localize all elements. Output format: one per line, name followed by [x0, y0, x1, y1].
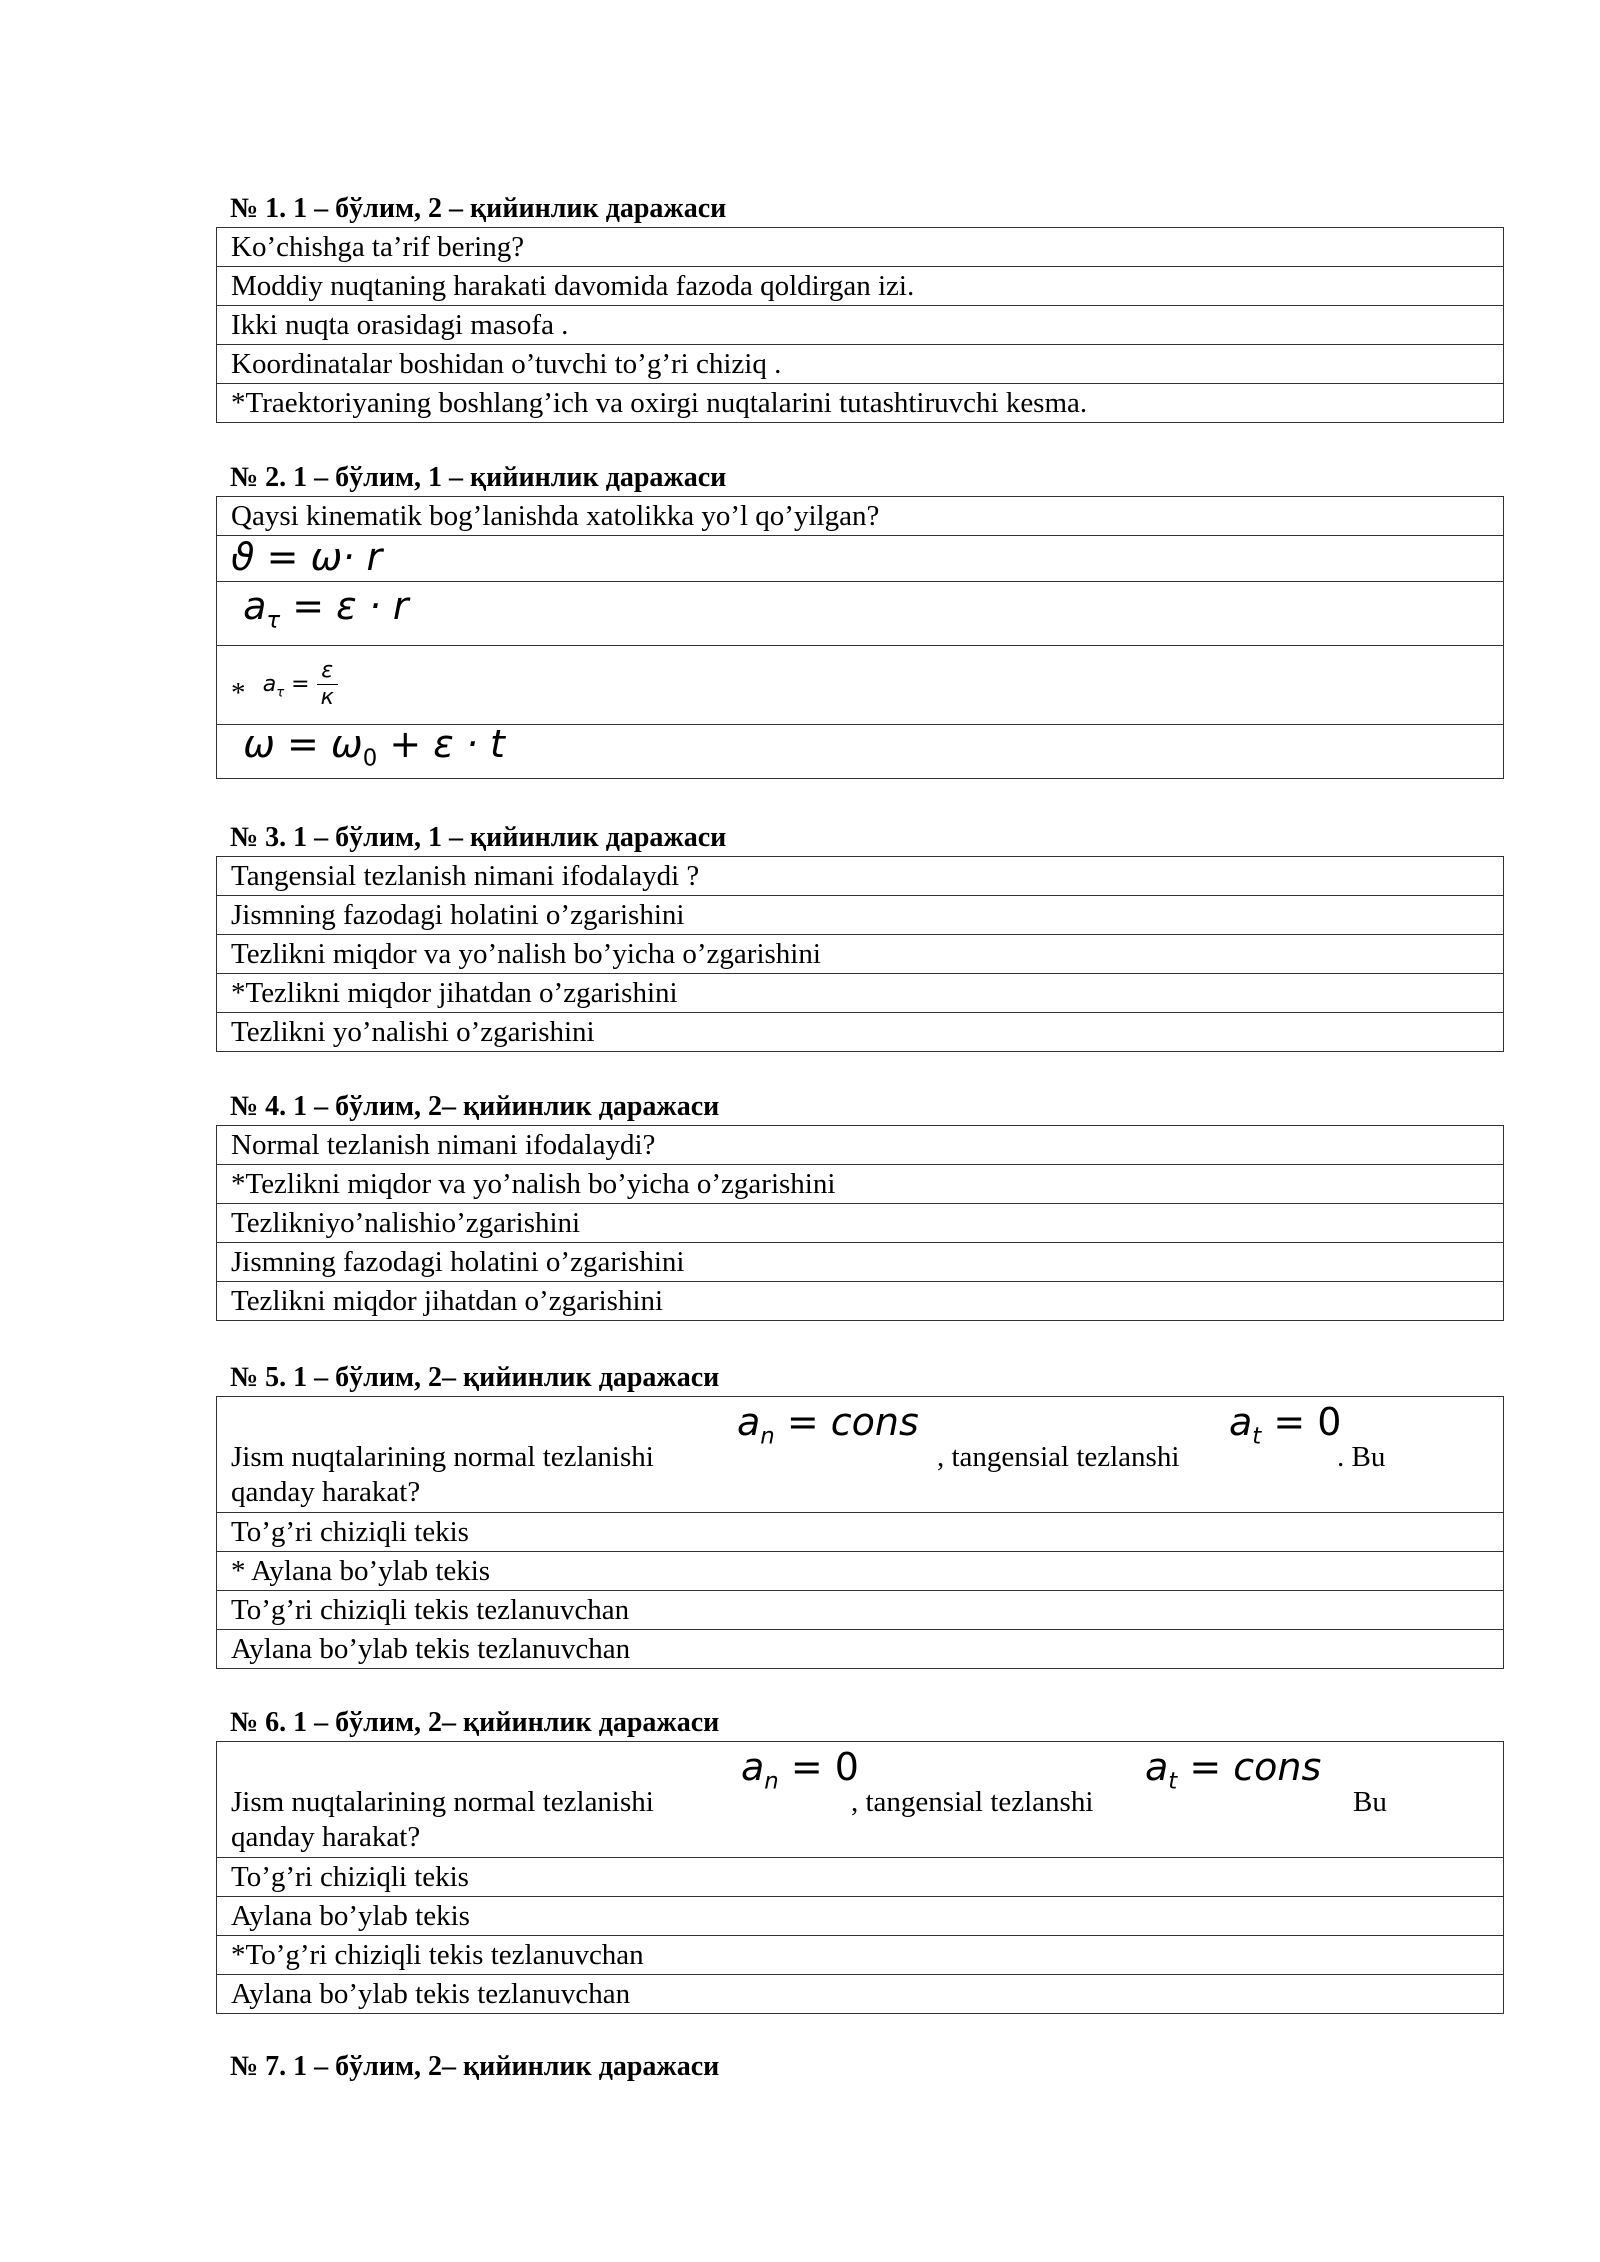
question-2-heading: № 2. 1 – бўлим, 1 – қийинлик даражаси: [230, 462, 727, 493]
formula-lhs: ω = ω: [243, 724, 363, 767]
formula-angular-velocity: [231, 724, 505, 772]
question-2-option-2: [217, 582, 1504, 646]
question-5-option-3: To’g’ri chiziqli tekis tezlanuvchan: [217, 1591, 1504, 1630]
question-5-option-4: Aylana bo’ylab tekis tezlanuvchan: [217, 1630, 1504, 1669]
formula-rhs: = cons: [774, 1400, 919, 1444]
question-4-option-3: Jismning fazodagi holatini o’zgarishini: [217, 1243, 1504, 1282]
question-1-option-3: Koordinatalar boshidan o’tuvchi to’g’ri chiziq .: [217, 345, 1504, 384]
formula-rhs: = 0: [1261, 1400, 1342, 1444]
formula-rhs: = ω· r: [254, 535, 383, 579]
fraction-numerator: ε: [317, 660, 338, 685]
question-6-option-1: To’g’ri chiziqli tekis: [217, 1858, 1504, 1897]
question-1-option-2: Ikki nuqta orasidagi masofa .: [217, 306, 1504, 345]
question-6-option-3: *To’g’ri chiziqli tekis tezlanuvchan: [217, 1936, 1504, 1975]
formula-velocity: [231, 536, 382, 579]
question-6-text-d: qanday harakat?: [231, 1821, 421, 1853]
formula-sub: n: [764, 1768, 779, 1795]
formula-sub: τ: [266, 607, 281, 634]
question-1-option-1: Moddiy nuqtaning harakati davomida fazoda qoldirgan izi.: [217, 267, 1504, 306]
formula-base: a: [262, 671, 277, 697]
question-2-table: [216, 496, 1504, 779]
question-2-option-3: [217, 646, 1504, 725]
formula-eq: =: [284, 671, 317, 697]
question-3-table: [216, 856, 1504, 1052]
formula-base: a: [737, 1400, 761, 1444]
question-4-option-2: Tezlikniyo’nalishio’zgarishini: [217, 1204, 1504, 1243]
question-4-option-4: Tezlikni miqdor jihatdan o’zgarishini: [217, 1282, 1504, 1321]
question-1-option-4: *Traektoriyaning boshlang’ich va oxirgi nuqtalarini tutashtiruvchi kesma.: [217, 384, 1504, 423]
question-5-text-a: Jism nuqtalarining normal tezlanishi: [231, 1441, 654, 1473]
question-5-option-1: To’g’ri chiziqli tekis: [217, 1513, 1504, 1552]
formula-rhs: = cons: [1177, 1745, 1322, 1789]
question-5-option-2: * Aylana bo’ylab tekis: [217, 1552, 1504, 1591]
formula-tangential-accel: [231, 584, 409, 634]
formula-fraction: [317, 660, 338, 709]
question-4-table: [216, 1125, 1504, 1321]
question-3-option-1: Jismning fazodagi holatini o’zgarishini: [217, 896, 1504, 935]
formula-sub: t: [1252, 1423, 1262, 1450]
formula-rhs: = 0: [778, 1745, 859, 1789]
question-5-text-c: . Bu: [1337, 1441, 1386, 1473]
question-3-heading: № 3. 1 – бўлим, 1 – қийинлик даражаси: [230, 822, 727, 853]
question-6-heading: № 6. 1 – бўлим, 2– қийинлик даражаси: [230, 1707, 720, 1738]
formula-rhs: + ε · t: [377, 724, 505, 767]
formula-base: a: [741, 1745, 765, 1789]
formula-base: a: [243, 584, 267, 629]
formula-tangential-accel: [1229, 1400, 1342, 1454]
question-5-heading: № 5. 1 – бўлим, 2– қийинлик даражаси: [230, 1362, 720, 1393]
formula-wrong: [262, 658, 338, 711]
formula-sub: τ: [276, 684, 285, 700]
question-6-text-b: , tangensial tezlanshi: [851, 1786, 1094, 1818]
question-6-table: [216, 1741, 1504, 2014]
question-5-text-b: , tangensial tezlanshi: [937, 1441, 1180, 1473]
question-6-option-2: Aylana bo’ylab tekis: [217, 1897, 1504, 1936]
formula-lhs: ϑ: [231, 535, 255, 579]
question-1-table: [216, 227, 1504, 423]
correct-marker: *: [231, 676, 246, 709]
question-1-text: Ko’chishga ta’rif bering?: [217, 228, 1504, 267]
formula-normal-accel: [737, 1400, 919, 1454]
formula-normal-accel: [741, 1745, 859, 1799]
question-5-text-d: qanday harakat?: [231, 1476, 421, 1508]
formula-base: a: [1229, 1400, 1253, 1444]
formula-sub: t: [1168, 1768, 1178, 1795]
question-4-heading: № 4. 1 – бўлим, 2– қийинлик даражаси: [230, 1091, 720, 1122]
question-6-text-c: Bu: [1353, 1786, 1387, 1818]
question-2-option-4: [217, 725, 1504, 779]
question-5-text: [217, 1397, 1504, 1513]
formula-tangential-accel: [1145, 1745, 1322, 1799]
question-6-option-4: Aylana bo’ylab tekis tezlanuvchan: [217, 1975, 1504, 2014]
question-3-option-2: Tezlikni miqdor va yo’nalish bo’yicha o’zgarishini: [217, 935, 1504, 974]
formula-base: a: [1145, 1745, 1169, 1789]
fraction-denominator: к: [320, 685, 334, 711]
formula-sub: 0: [362, 745, 378, 772]
question-3-text: Tangensial tezlanish nimani ifodalaydi ?: [217, 857, 1504, 896]
formula-sub: n: [760, 1423, 775, 1450]
formula-rhs: = ε · r: [280, 584, 409, 629]
question-6-text: [217, 1742, 1504, 1858]
question-4-text: Normal tezlanish nimani ifodalaydi?: [217, 1126, 1504, 1165]
question-6-text-a: Jism nuqtalarining normal tezlanishi: [231, 1786, 654, 1818]
question-5-table: [216, 1396, 1504, 1669]
question-2-option-1: [217, 536, 1504, 582]
question-4-option-1: *Tezlikni miqdor va yo’nalish bo’yicha o’zgarishini: [217, 1165, 1504, 1204]
question-1-heading: № 1. 1 – бўлим, 2 – қийинлик даражаси: [230, 193, 727, 224]
question-3-option-3: *Tezlikni miqdor jihatdan o’zgarishini: [217, 974, 1504, 1013]
question-3-option-4: Tezlikni yo’nalishi o’zgarishini: [217, 1013, 1504, 1052]
question-7-heading: № 7. 1 – бўлим, 2– қийинлик даражаси: [230, 2051, 720, 2082]
question-2-text: Qaysi kinematik bog’lanishda xatolikka yo’l qo’yilgan?: [217, 497, 1504, 536]
